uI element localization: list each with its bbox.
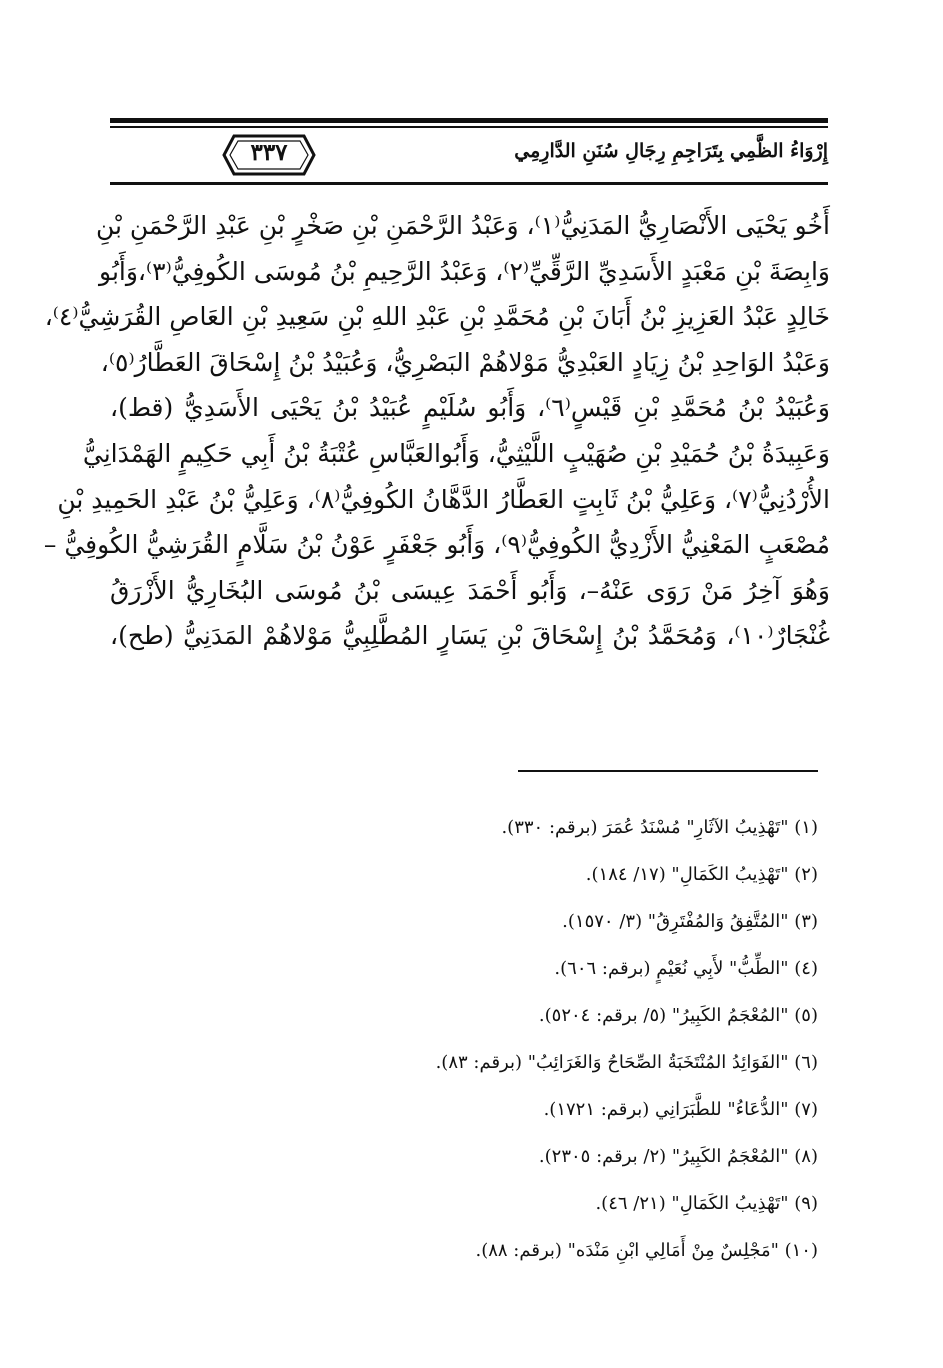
text-line: خَالِدٍ عَبْدُ العَزِيزِ بْنُ أَبَانَ بْنِ مُحَمَّدِ بْنِ عَبْدِ اللهِ بْنِ سَعِيدِ بْنِ العَاصِ القُرَشِيُّ⁽٤⁾،: [44, 302, 830, 332]
text-line: أَخُو يَحْيَى الأَنْصَارِيُّ المَدَنِيُّ⁽١⁾، وَعَبْدُ الرَّحْمَنِ بْنِ صَخْرٍ بْنِ عَبْدِ الرَّحْمَنِ بْنِ: [96, 211, 830, 240]
footnote-6: (٦) "الفَوَائِدُ المُنْتَخَبَةُ الصِّحَاحُ وَالغَرَائِبُ" (برقم: ٨٣).: [435, 1052, 818, 1073]
footnote-10: (١٠) "مَجْلِسٌ مِنْ أَمَالِي ابْنِ مَنْدَه" (برقم: ٨٨).: [475, 1240, 818, 1261]
text-line: الأُرْدُنِيُّ⁽٧⁾، وَعَلِيُّ بْنُ ثَابِتٍ العَطَّارُ الدَّهَّانُ الكُوفِيُّ⁽٨⁾، وَعَلِيُّ بْنُ عَبْدِ الحَمِيدِ بْنِ: [57, 484, 830, 514]
footnotes: [118, 804, 818, 1274]
footnote-separator: [518, 770, 818, 772]
text-line: وَابِصَةَ بْنِ مَعْبَدٍ الأَسَدِيِّ الرَّقِّيِّ⁽٢⁾، وَعَبْدُ الرَّحِيمِ بْنُ مُوسَى الكُوفِيُّ⁽٣⁾،وَأَبُو: [99, 256, 830, 286]
footnote-4: (٤) "الطِّبُّ" لأَبِي نُعَيْمٍ (برقم: ٦٠٦).: [554, 958, 818, 979]
footnote-7: (٧) "الدُّعَاءُ" للطَّبَرَانِي (برقم: ١٧٢١).: [543, 1099, 818, 1120]
header-bottom-rule: [110, 182, 828, 185]
footnote-5: (٥) "المُعْجَمُ الكَبِيرُ" (٥/ برقم: ٥٢٠٤).: [538, 1005, 818, 1026]
page-number-badge: [222, 133, 316, 177]
text-line: وَعَبْدُ الوَاحِدِ بْنُ زِيَادٍ العَبْدِيُّ مَوْلاهُمْ البَصْرِيُّ، وَعُبَيْدُ بْنُ إِسْحَاقَ العَطَّارُ⁽٥⁾،: [100, 347, 830, 377]
header-top-thin-rule: [110, 126, 828, 128]
main-text: [43, 203, 831, 659]
header-top-rule: [110, 118, 828, 123]
footnote-9: (٩) "تَهْذِيبُ الكَمَالِ" (٢١/ ٤٦).: [595, 1193, 818, 1214]
page-number: ٣٣٧: [250, 139, 288, 166]
text-line: وَهُوَ آخِرُ مَنْ رَوَى عَنْهُ–، وَأَبُو أَحْمَدَ عِيسَى بْنُ مُوسَى البُخَارِيُّ الأَزْرَقُ: [110, 575, 830, 605]
footnote-2: (٢) "تَهْذِيبُ الكَمَالِ" (١٧/ ١٨٤).: [585, 864, 818, 885]
text-line: غُنْجَارٌ⁽١٠⁾، وَمُحَمَّدُ بْنُ إِسْحَاقَ بْنِ يَسَارٍ المُطَّلِبِيُّ مَوْلاهُمْ المَدَنِيُّ (طح)،: [110, 621, 830, 651]
text-line: وَعَبِيدَةُ بْنُ حُمَيْدِ بْنِ صُهَيْبٍ اللَّيْثِيُّ، وَأَبُوالعَبَّاسِ عُتْبَةُ بْنُ أَبِي حَكِيمٍ الهَمْدَانِيُّ: [82, 438, 830, 468]
text-line: وَعُبَيْدُ بْنُ مُحَمَّدِ بْنِ قَيْسٍ⁽٦⁾، وَأَبُو سُلَيْمٍ عُبَيْدُ بْنُ يَحْيَى الأَسَدِيُّ (قط)،: [110, 393, 831, 423]
text-line: مُصْعَبٍ المَعْنِيُّ الأَزْدِيُّ الكُوفِيُّ⁽٩⁾، وَأَبُو جَعْفَرٍ عَوْنُ بْنُ سَلَّامٍ القُرَشِيُّ الكُوفِيُّ –: [43, 530, 830, 560]
footnote-8: (٨) "المُعْجَمُ الكَبِيرُ" (٢/ برقم: ٢٣٠٥).: [538, 1146, 818, 1167]
running-title: إِرْوَاءُ الظَّمِي بِتَرَاجِمِ رِجَالِ سُنَنِ الدَّارِمِي: [514, 140, 828, 162]
footnote-3: (٣) "المُتَّفِقُ وَالمُفْتَرِقُ" (٣/ ١٥٧٠).: [562, 911, 818, 932]
footnote-1: (١) "تَهْذِيبُ الآثَارِ" مُسْنَدُ عُمَرَ (برقم: ٣٣٠).: [501, 817, 818, 838]
